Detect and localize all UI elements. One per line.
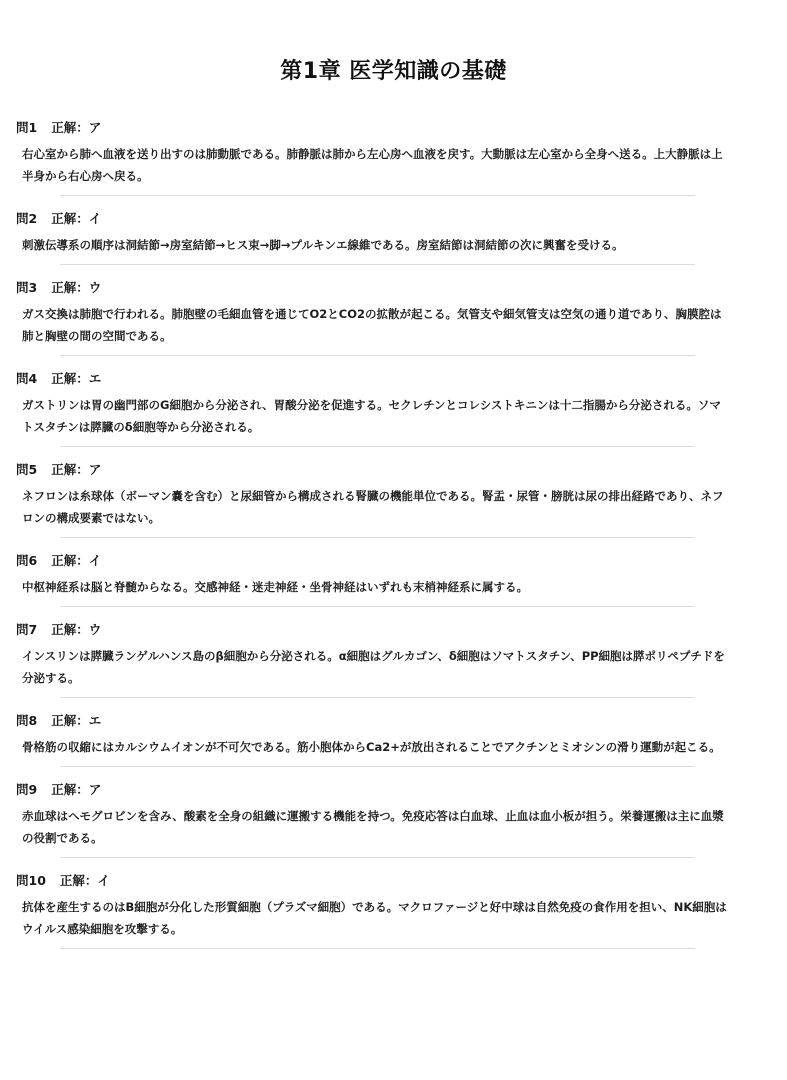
page-title: 第1章 医学知識の基礎 (280, 59, 507, 84)
answer-heading (16, 621, 787, 638)
answer-explanation: ガス交換は肺胞で行われる。肺胞壁の毛細血管を通じてO2とCO2の拡散が起こる。気管支や細気管支は空気の通り道であり、胸膜腔は肺と胸壁の間の空間である。 (22, 307, 722, 343)
divider (60, 766, 695, 767)
correct-answer: 正解：エ (51, 713, 102, 728)
answer-item (0, 781, 787, 858)
question-number: 問4 (16, 371, 38, 386)
divider (60, 857, 695, 858)
divider (60, 697, 695, 698)
answer-explanation: インスリンは膵臓ランゲルハンス島のβ細胞から分泌される。α細胞はグルカゴン、δ細胞はソマトスタチン、PP細胞は膵ポリペプチドを分泌する。 (22, 649, 725, 685)
question-number: 問8 (16, 713, 38, 728)
answer-explanation: 赤血球はヘモグロビンを含み、酸素を全身の組織に運搬する機能を持つ。免疫応答は白血球、止血は血小板が担う。栄養運搬は主に血漿の役割である。 (22, 809, 724, 845)
divider (60, 355, 695, 356)
answer-explanation: ネフロンは糸球体（ボーマン嚢を含む）と尿細管から構成される腎臓の機能単位である。腎盂・尿管・膀胱は尿の排出経路であり、ネフロンの構成要素ではない。 (22, 489, 724, 525)
correct-answer: 正解：イ (51, 211, 102, 226)
divider (60, 446, 695, 447)
correct-answer: 正解：エ (51, 371, 102, 386)
correct-answer: 正解：ア (51, 782, 102, 797)
answer-item (0, 872, 787, 949)
answer-item (0, 119, 787, 196)
divider (60, 948, 695, 949)
question-number: 問1 (16, 120, 38, 135)
answer-heading (16, 119, 787, 136)
question-number: 問5 (16, 462, 38, 477)
answer-heading (16, 370, 787, 387)
answer-item (0, 621, 787, 698)
answer-heading (16, 461, 787, 478)
correct-answer: 正解：イ (51, 553, 102, 568)
answer-explanation: ガストリンは胃の幽門部のG細胞から分泌され、胃酸分泌を促進する。セクレチンとコレシストキニンは十二指腸から分泌される。ソマトスタチンは膵臓のδ細胞等から分泌される。 (22, 398, 721, 434)
divider (60, 606, 695, 607)
correct-answer: 正解：ア (51, 120, 102, 135)
answer-explanation: 骨格筋の収縮にはカルシウムイオンが不可欠である。筋小胞体からCa2+が放出されることでアクチンとミオシンの滑り運動が起こる。 (22, 740, 721, 754)
answer-explanation: 抗体を産生するのはB細胞が分化した形質細胞（プラズマ細胞）である。マクロファージと好中球は自然免疫の食作用を担い、NK細胞はウイルス感染細胞を攻撃する。 (22, 900, 727, 936)
answer-heading (16, 872, 787, 889)
divider (60, 264, 695, 265)
answer-item (0, 712, 787, 767)
question-number: 問10 (16, 873, 46, 888)
answer-heading (16, 781, 787, 798)
answer-heading (16, 712, 787, 729)
divider (60, 537, 695, 538)
answer-explanation: 刺激伝導系の順序は洞結節→房室結節→ヒス束→脚→プルキンエ線維である。房室結節は洞結節の次に興奮を受ける。 (22, 238, 624, 252)
answer-explanation: 右心室から肺へ血液を送り出すのは肺動脈である。肺静脈は肺から左心房へ血液を戻す。大動脈は左心室から全身へ送る。上大静脈は上半身から右心房へ戻る。 (22, 147, 723, 183)
divider (60, 195, 695, 196)
answer-explanation: 中枢神経系は脳と脊髄からなる。交感神経・迷走神経・坐骨神経はいずれも末梢神経系に属する。 (22, 580, 528, 594)
correct-answer: 正解：ウ (51, 280, 102, 295)
answer-list (0, 119, 787, 963)
correct-answer: 正解：イ (59, 873, 110, 888)
question-number: 問7 (16, 622, 38, 637)
question-number: 問6 (16, 553, 38, 568)
correct-answer: 正解：ウ (51, 622, 102, 637)
correct-answer: 正解：ア (51, 462, 102, 477)
answer-item (0, 552, 787, 607)
question-number: 問2 (16, 211, 38, 226)
answer-item (0, 210, 787, 265)
answer-item (0, 279, 787, 356)
answer-heading (16, 552, 787, 569)
answer-heading (16, 279, 787, 296)
answer-heading (16, 210, 787, 227)
question-number: 問9 (16, 782, 38, 797)
question-number: 問3 (16, 280, 38, 295)
answer-item (0, 370, 787, 447)
answer-item (0, 461, 787, 538)
